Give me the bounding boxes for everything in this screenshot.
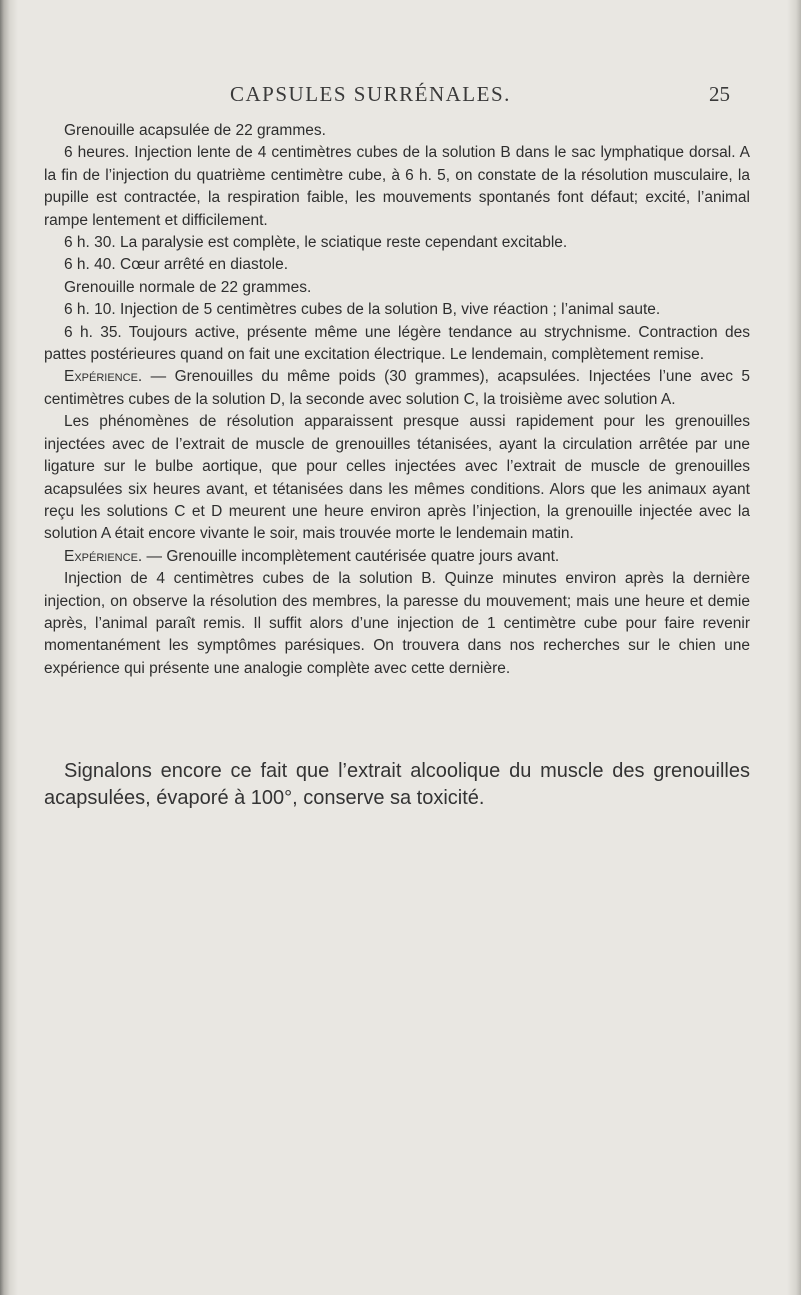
closing-section: [44, 758, 750, 811]
closing-paragraph: Signalons encore ce fait que l’extrait alcoolique du muscle des grenouilles acapsulées, évaporé à 100°, conserve sa toxicité.: [44, 760, 750, 809]
paragraph: Grenouille normale de 22 grammes.: [64, 278, 312, 296]
paragraph: 6 h. 10. Injection de 5 centimètres cubes de la solution B, vive réaction ; l’animal saute.: [64, 301, 661, 319]
paragraph: Injection de 4 centimètres cubes de la solution B. Quinze minutes environ après la dernière injection, on observe la résolution des membres, la paresse du mouvement; mais une heure et demie après, l’animal paraît remis. Il suffit alors d’une injection de 1 centimètre cube pour faire revenir momentanément les symptômes parésiques. On trouvera dans nos recherches sur le chien une expérience qui présente une analogie complète avec cette dernière.: [44, 570, 750, 677]
paragraph: Les phénomènes de résolution apparaissent presque aussi rapidement pour les grenouilles injectées avec de l’extrait de muscle de grenouilles tétanisées, ayant la circulation arrêtée par une ligature sur le bulbe aortique, que pour celles injectées avec l’extrait de muscle de grenouilles acapsulées six heures avant, et tétanisées dans les mêmes conditions. Alors que les animaux ayant reçu les solutions C et D meurent une heure environ après l’injection, la grenouille injectée avec la solution A était encore vivante le soir, mais trouvée morte le lendemain matin.: [44, 413, 750, 543]
paragraph: Grenouille acapsulée de 22 grammes.: [64, 122, 326, 139]
experiment-text: — Grenouille incomplètement cautérisée quatre jours avant.: [142, 547, 560, 565]
paragraph: 6 h. 30. La paralysie est complète, le sciatique reste cependant excitable.: [64, 234, 568, 252]
paragraph: 6 heures. Injection lente de 4 centimètres cubes de la solution B dans le sac lymphatique dorsal. A la fin de l’injection du quatrième centimètre cube, à 6 h. 5, on constate de la résolution musculaire, la pupille est contractée, la respiration faible, les mouvements spontanés font défaut; excité, l’animal rampe lentement et difficilement.: [44, 144, 750, 229]
running-title: CAPSULES SURRÉNALES.: [230, 82, 511, 106]
page-left-edge: [0, 0, 18, 1295]
page-right-edge: [787, 0, 801, 1295]
paragraph: 6 h. 35. Toujours active, présente même une légère tendance au strychnisme. Contraction des pattes postérieures quand on fait une excitation électrique. Le lendemain, complètement remise.: [44, 323, 750, 364]
experiment-text: — Grenouilles du même poids (30 grammes), acapsulées. Injectées l’une avec 5 centimètres cubes de la solution D, la seconde avec solution C, la troisième avec solution A.: [44, 368, 750, 408]
paragraph: 6 h. 40. Cœur arrêté en diastole.: [64, 256, 289, 274]
experiment-paragraph: [44, 546, 750, 568]
experiment-label: Expérience.: [64, 547, 143, 565]
body-text: [44, 120, 750, 680]
page-header: [120, 82, 730, 114]
experiment-paragraph: [44, 366, 750, 411]
experiment-label: Expérience.: [64, 368, 143, 386]
page-number: 25: [709, 82, 730, 106]
